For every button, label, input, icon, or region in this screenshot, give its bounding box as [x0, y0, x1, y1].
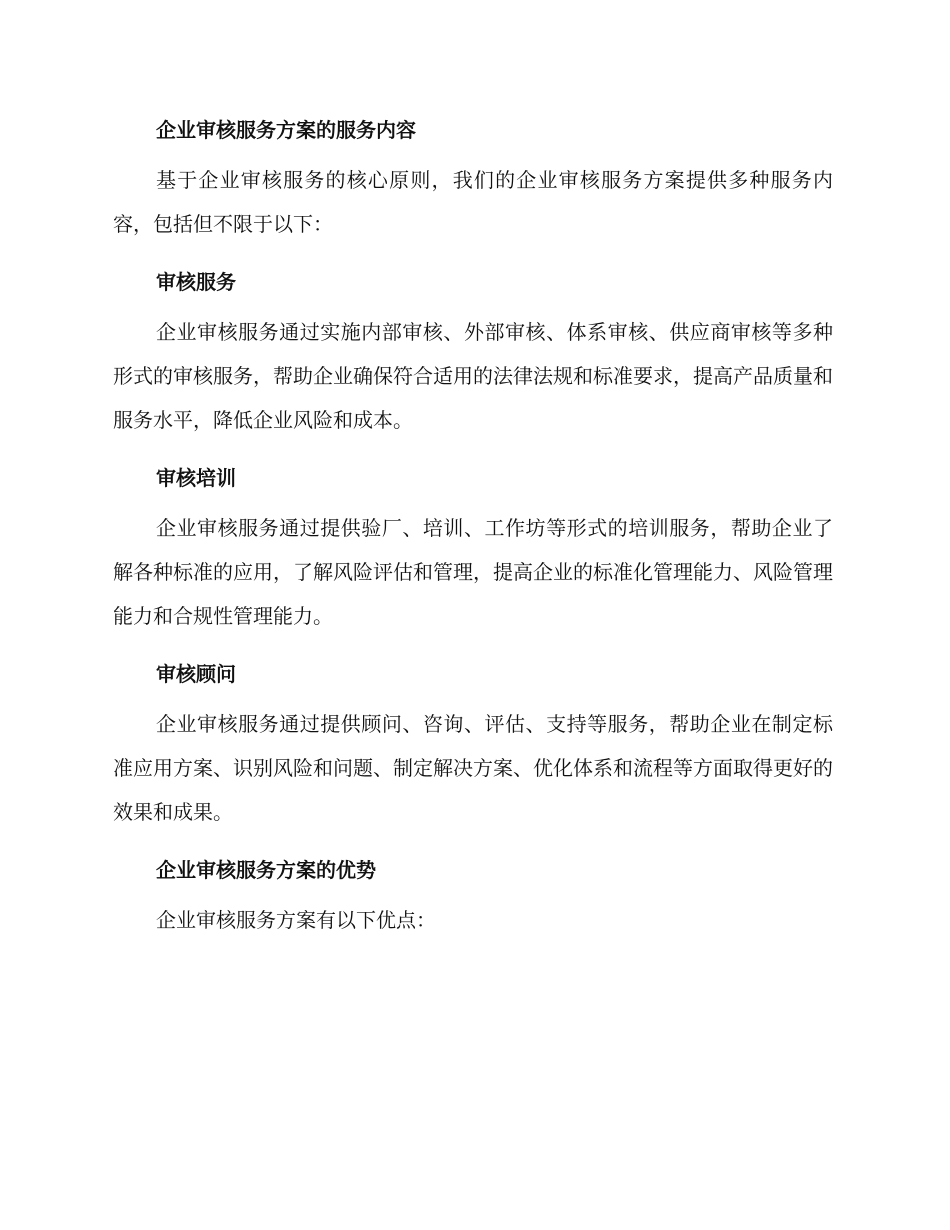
section-heading-audit-consulting: 审核顾问 [156, 662, 236, 686]
section-paragraph-audit-consulting: 企业审核服务通过提供顾问、咨询、评估、支持等服务，帮助企业在制定标准应用方案、识别风险和问题、制定解决方案、优化体系和流程等方面取得更好的效果和成果。 [113, 712, 833, 824]
section-heading-audit-training: 审核培训 [156, 466, 236, 490]
section-heading-audit-service: 审核服务 [156, 270, 236, 294]
section-heading-service-content: 企业审核服务方案的服务内容 [156, 118, 416, 142]
section-paragraph-audit-service: 企业审核服务通过实施内部审核、外部审核、体系审核、供应商审核等多种形式的审核服务，帮助企业确保符合适用的法律法规和标准要求，提高产品质量和服务水平，降低企业风险和成本。 [113, 320, 833, 432]
section-paragraph-advantages: 企业审核服务方案有以下优点： [156, 908, 436, 932]
document-body [113, 108, 833, 942]
section-heading-advantages: 企业审核服务方案的优势 [156, 858, 376, 882]
section-paragraph-service-content: 基于企业审核服务的核心原则，我们的企业审核服务方案提供多种服务内容，包括但不限于以下： [113, 168, 833, 236]
section-paragraph-audit-training: 企业审核服务通过提供验厂、培训、工作坊等形式的培训服务，帮助企业了解各种标准的应用，了解风险评估和管理，提高企业的标准化管理能力、风险管理能力和合规性管理能力。 [113, 516, 833, 628]
